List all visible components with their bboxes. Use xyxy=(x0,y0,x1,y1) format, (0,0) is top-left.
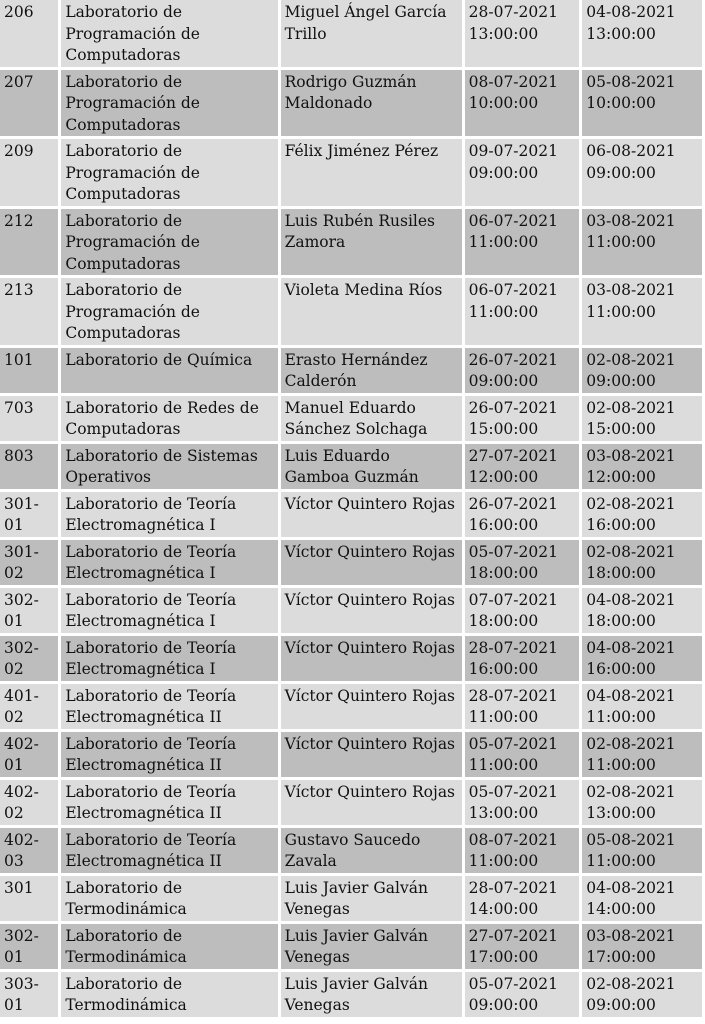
end-date-cell: 06-08-2021 09:00:00 xyxy=(582,139,702,206)
lab-name-cell: Laboratorio de Teoría Electromagnética I xyxy=(61,636,277,681)
end-date-cell: 02-08-2021 09:00:00 xyxy=(582,972,702,1017)
table-row xyxy=(0,209,702,276)
lab-name-cell: Laboratorio de Programación de Computadoras xyxy=(61,139,277,206)
teacher-cell: Violeta Medina Ríos xyxy=(281,278,462,345)
lab-name-cell: Laboratorio de Teoría Electromagnética I xyxy=(61,492,277,537)
teacher-cell: Félix Jiménez Pérez xyxy=(281,139,462,206)
table-row xyxy=(0,588,702,633)
group-cell: 101 xyxy=(0,348,58,393)
lab-name-cell: Laboratorio de Teoría Electromagnética II xyxy=(61,684,277,729)
lab-name-cell: Laboratorio de Termodinámica xyxy=(61,924,277,969)
table-row xyxy=(0,780,702,825)
teacher-cell: Víctor Quintero Rojas xyxy=(281,732,462,777)
lab-name-cell: Laboratorio de Redes de Computadoras xyxy=(61,396,277,441)
lab-name-cell: Laboratorio de Programación de Computadoras xyxy=(61,70,277,137)
teacher-cell: Víctor Quintero Rojas xyxy=(281,492,462,537)
table-row xyxy=(0,540,702,585)
start-date-cell: 26-07-2021 09:00:00 xyxy=(465,348,580,393)
start-date-cell: 26-07-2021 16:00:00 xyxy=(465,492,580,537)
lab-name-cell: Laboratorio de Sistemas Operativos xyxy=(61,444,277,489)
start-date-cell: 05-07-2021 13:00:00 xyxy=(465,780,580,825)
teacher-cell: Luis Javier Galván Venegas xyxy=(281,876,462,921)
end-date-cell: 04-08-2021 11:00:00 xyxy=(582,684,702,729)
group-cell: 209 xyxy=(0,139,58,206)
start-date-cell: 05-07-2021 11:00:00 xyxy=(465,732,580,777)
table-row xyxy=(0,924,702,969)
lab-name-cell: Laboratorio de Teoría Electromagnética II xyxy=(61,780,277,825)
lab-name-cell: Laboratorio de Teoría Electromagnética I xyxy=(61,588,277,633)
group-cell: 212 xyxy=(0,209,58,276)
group-cell: 803 xyxy=(0,444,58,489)
end-date-cell: 02-08-2021 16:00:00 xyxy=(582,492,702,537)
end-date-cell: 04-08-2021 18:00:00 xyxy=(582,588,702,633)
group-cell: 206 xyxy=(0,0,58,67)
end-date-cell: 04-08-2021 16:00:00 xyxy=(582,636,702,681)
start-date-cell: 28-07-2021 13:00:00 xyxy=(465,0,580,67)
start-date-cell: 06-07-2021 11:00:00 xyxy=(465,209,580,276)
end-date-cell: 03-08-2021 11:00:00 xyxy=(582,209,702,276)
group-cell: 301-01 xyxy=(0,492,58,537)
group-cell: 703 xyxy=(0,396,58,441)
group-cell: 402-02 xyxy=(0,780,58,825)
table-row xyxy=(0,828,702,873)
teacher-cell: Miguel Ángel García Trillo xyxy=(281,0,462,67)
table-row xyxy=(0,396,702,441)
group-cell: 302-02 xyxy=(0,636,58,681)
group-cell: 301-02 xyxy=(0,540,58,585)
end-date-cell: 02-08-2021 13:00:00 xyxy=(582,780,702,825)
table-row xyxy=(0,972,702,1017)
teacher-cell: Víctor Quintero Rojas xyxy=(281,636,462,681)
end-date-cell: 03-08-2021 11:00:00 xyxy=(582,278,702,345)
table-row xyxy=(0,70,702,137)
group-cell: 213 xyxy=(0,278,58,345)
lab-name-cell: Laboratorio de Teoría Electromagnética II xyxy=(61,828,277,873)
teacher-cell: Luis Eduardo Gamboa Guzmán xyxy=(281,444,462,489)
teacher-cell: Manuel Eduardo Sánchez Solchaga xyxy=(281,396,462,441)
group-cell: 301 xyxy=(0,876,58,921)
table-row xyxy=(0,0,702,67)
table-row xyxy=(0,876,702,921)
teacher-cell: Luis Javier Galván Venegas xyxy=(281,924,462,969)
table-row xyxy=(0,348,702,393)
end-date-cell: 02-08-2021 15:00:00 xyxy=(582,396,702,441)
start-date-cell: 08-07-2021 11:00:00 xyxy=(465,828,580,873)
end-date-cell: 02-08-2021 18:00:00 xyxy=(582,540,702,585)
group-cell: 302-01 xyxy=(0,588,58,633)
start-date-cell: 28-07-2021 14:00:00 xyxy=(465,876,580,921)
teacher-cell: Luis Javier Galván Venegas xyxy=(281,972,462,1017)
lab-name-cell: Laboratorio de Termodinámica xyxy=(61,972,277,1017)
lab-name-cell: Laboratorio de Termodinámica xyxy=(61,876,277,921)
start-date-cell: 26-07-2021 15:00:00 xyxy=(465,396,580,441)
start-date-cell: 28-07-2021 11:00:00 xyxy=(465,684,580,729)
group-cell: 303-01 xyxy=(0,972,58,1017)
start-date-cell: 06-07-2021 11:00:00 xyxy=(465,278,580,345)
table-row xyxy=(0,636,702,681)
lab-name-cell: Laboratorio de Programación de Computadoras xyxy=(61,209,277,276)
start-date-cell: 07-07-2021 18:00:00 xyxy=(465,588,580,633)
table-row xyxy=(0,492,702,537)
end-date-cell: 04-08-2021 13:00:00 xyxy=(582,0,702,67)
table-row xyxy=(0,444,702,489)
start-date-cell: 27-07-2021 12:00:00 xyxy=(465,444,580,489)
lab-name-cell: Laboratorio de Teoría Electromagnética I xyxy=(61,540,277,585)
teacher-cell: Erasto Hernández Calderón xyxy=(281,348,462,393)
start-date-cell: 05-07-2021 18:00:00 xyxy=(465,540,580,585)
group-cell: 401-02 xyxy=(0,684,58,729)
lab-name-cell: Laboratorio de Química xyxy=(61,348,277,393)
start-date-cell: 05-07-2021 09:00:00 xyxy=(465,972,580,1017)
end-date-cell: 03-08-2021 17:00:00 xyxy=(582,924,702,969)
lab-name-cell: Laboratorio de Programación de Computadoras xyxy=(61,278,277,345)
lab-name-cell: Laboratorio de Teoría Electromagnética II xyxy=(61,732,277,777)
start-date-cell: 28-07-2021 16:00:00 xyxy=(465,636,580,681)
start-date-cell: 09-07-2021 09:00:00 xyxy=(465,139,580,206)
teacher-cell: Víctor Quintero Rojas xyxy=(281,540,462,585)
group-cell: 302-01 xyxy=(0,924,58,969)
end-date-cell: 05-08-2021 10:00:00 xyxy=(582,70,702,137)
end-date-cell: 03-08-2021 12:00:00 xyxy=(582,444,702,489)
group-cell: 207 xyxy=(0,70,58,137)
teacher-cell: Rodrigo Guzmán Maldonado xyxy=(281,70,462,137)
teacher-cell: Víctor Quintero Rojas xyxy=(281,780,462,825)
group-cell: 402-03 xyxy=(0,828,58,873)
teacher-cell: Víctor Quintero Rojas xyxy=(281,588,462,633)
end-date-cell: 02-08-2021 11:00:00 xyxy=(582,732,702,777)
end-date-cell: 04-08-2021 14:00:00 xyxy=(582,876,702,921)
table-row xyxy=(0,684,702,729)
start-date-cell: 08-07-2021 10:00:00 xyxy=(465,70,580,137)
teacher-cell: Luis Rubén Rusiles Zamora xyxy=(281,209,462,276)
table-row xyxy=(0,278,702,345)
end-date-cell: 02-08-2021 09:00:00 xyxy=(582,348,702,393)
group-cell: 402-01 xyxy=(0,732,58,777)
table-row xyxy=(0,732,702,777)
lab-name-cell: Laboratorio de Programación de Computadoras xyxy=(61,0,277,67)
teacher-cell: Víctor Quintero Rojas xyxy=(281,684,462,729)
teacher-cell: Gustavo Saucedo Zavala xyxy=(281,828,462,873)
table-row xyxy=(0,139,702,206)
start-date-cell: 27-07-2021 17:00:00 xyxy=(465,924,580,969)
end-date-cell: 05-08-2021 11:00:00 xyxy=(582,828,702,873)
